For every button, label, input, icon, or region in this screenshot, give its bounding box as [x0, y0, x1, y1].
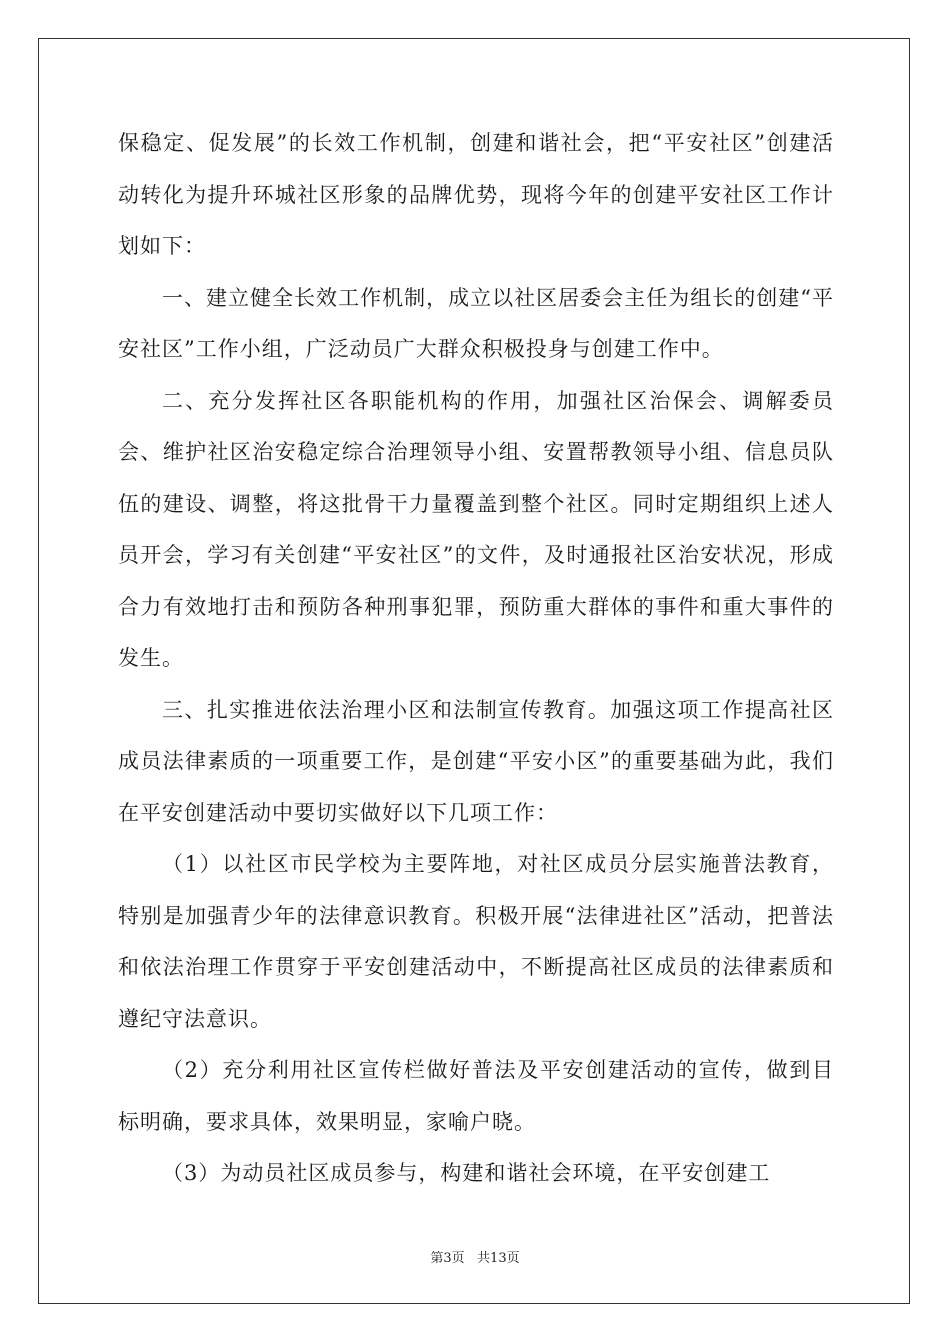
- paragraph-4: 三、扎实推进依法治理小区和法制宣传教育。加强这项工作提高社区成员法律素质的一项重要工作，是创建“平安小区”的重要基础为此，我们在平安创建活动中要切实做好以下几项工作：: [118, 697, 834, 825]
- paragraph-5: （1）以社区市民学校为主要阵地，对社区成员分层实施普法教育，特别是加强青少年的法律意识教育。积极开展“法律进社区”活动，把普法和依法治理工作贯穿于平安创建活动中，不断提高社区成员的法律素质和遵纪守法意识。: [118, 852, 834, 1031]
- paragraph-7: （3）为动员社区成员参与，构建和谐社会环境，在平安创建工: [162, 1161, 771, 1185]
- paragraph-2: 一、建立健全长效工作机制，成立以社区居委会主任为组长的创建“平安社区”工作小组，广泛动员广大群众积极投身与创建工作中。: [118, 285, 834, 361]
- paragraph-6: （2）充分利用社区宣传栏做好普法及平安创建活动的宣传，做到目标明确，要求具体，效果明显，家喻户晓。: [118, 1058, 834, 1134]
- page-number-footer: 第3页 共13页: [430, 1251, 520, 1266]
- paragraph-3: 二、充分发挥社区各职能机构的作用，加强社区治保会、调解委员会、维护社区治安稳定综合治理领导小组、安置帮教领导小组、信息员队伍的建设、调整，将这批骨干力量覆盖到整个社区。同时定期组织上述人员开会，学习有关创建“平安社区”的文件，及时通报社区治安状况，形成合力有效地打击和预防各种刑事犯罪，预防重大群体的事件和重大事件的发生。: [118, 388, 834, 670]
- paragraph-1: 保稳定、促发展”的长效工作机制，创建和谐社会，把“平安社区”创建活动转化为提升环城社区形象的品牌优势，现将今年的创建平安社区工作计划如下：: [118, 131, 834, 258]
- document-body: [118, 118, 834, 1200]
